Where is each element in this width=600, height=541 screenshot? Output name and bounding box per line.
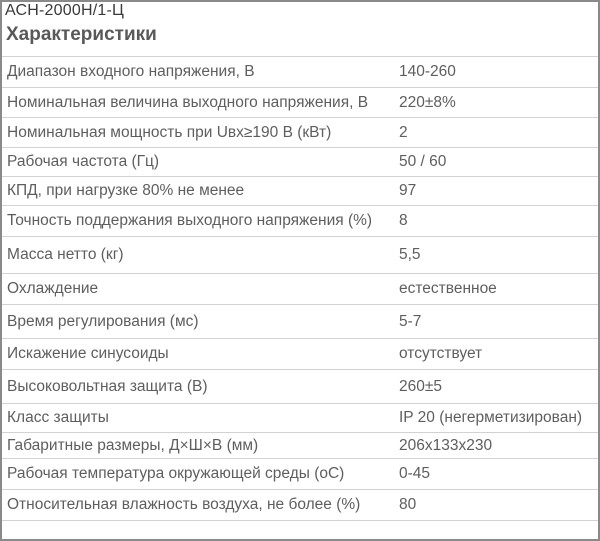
spec-row (2, 403, 598, 432)
spec-label: Искажение синусоиды (7, 345, 169, 362)
spec-label: Масса нетто (кг) (7, 246, 124, 263)
spec-value: 50 / 60 (399, 153, 447, 170)
spec-row (2, 432, 598, 458)
spec-label: Охлаждение (7, 280, 99, 297)
spec-value: 80 (399, 496, 417, 513)
spec-label: Рабочая температура окружающей среды (оС) (7, 465, 345, 482)
spec-row (2, 273, 598, 304)
spec-label: Высоковольтная защита (В) (7, 377, 208, 395)
spec-label: Точность поддержания выходного напряжения (%) (7, 212, 373, 229)
spec-value: 5-7 (399, 312, 422, 330)
section-heading: Характеристики (6, 24, 157, 45)
spec-table (2, 56, 598, 521)
spec-label: Диапазон входного напряжения, В (7, 63, 255, 80)
spec-value: 97 (399, 182, 417, 199)
model-name: АСН-2000Н/1-Ц (5, 2, 125, 19)
spec-value: 260±5 (399, 377, 442, 395)
spec-row (2, 489, 598, 521)
spec-label: Класс защиты (7, 409, 109, 426)
spec-value: отсутствует (399, 345, 483, 362)
spec-label: Номинальная величина выходного напряжения, В (7, 93, 369, 111)
spec-row (2, 304, 598, 338)
spec-label: КПД, при нагрузке 80% не менее (7, 182, 245, 199)
spec-value: 206x133x230 (399, 436, 493, 454)
spec-label: Рабочая частота (Гц) (7, 153, 160, 170)
spec-row (2, 369, 598, 403)
spec-value: 0-45 (399, 465, 431, 482)
spec-value: 220±8% (399, 93, 456, 111)
spec-row (2, 205, 598, 236)
spec-value: 5,5 (399, 246, 421, 263)
spec-row (2, 56, 598, 87)
spec-value: естественное (399, 280, 497, 297)
spec-label: Габаритные размеры, Д×Ш×В (мм) (7, 436, 259, 454)
spec-label: Время регулирования (мс) (7, 312, 199, 330)
spec-value: 140-260 (399, 63, 456, 80)
spec-row (2, 117, 598, 147)
spec-row (2, 176, 598, 205)
spec-row (2, 147, 598, 176)
spec-row (2, 87, 598, 117)
spec-row (2, 236, 598, 273)
spec-label: Относительная влажность воздуха, не более (%) (7, 496, 361, 513)
spec-label: Номинальная мощность при Uвх≥190 В (кВт) (7, 123, 332, 141)
spec-row (2, 338, 598, 369)
spec-value: IP 20 (негерметизирован) (399, 409, 583, 426)
spec-value: 2 (399, 123, 408, 141)
spec-value: 8 (399, 212, 408, 229)
spec-row (2, 458, 598, 489)
